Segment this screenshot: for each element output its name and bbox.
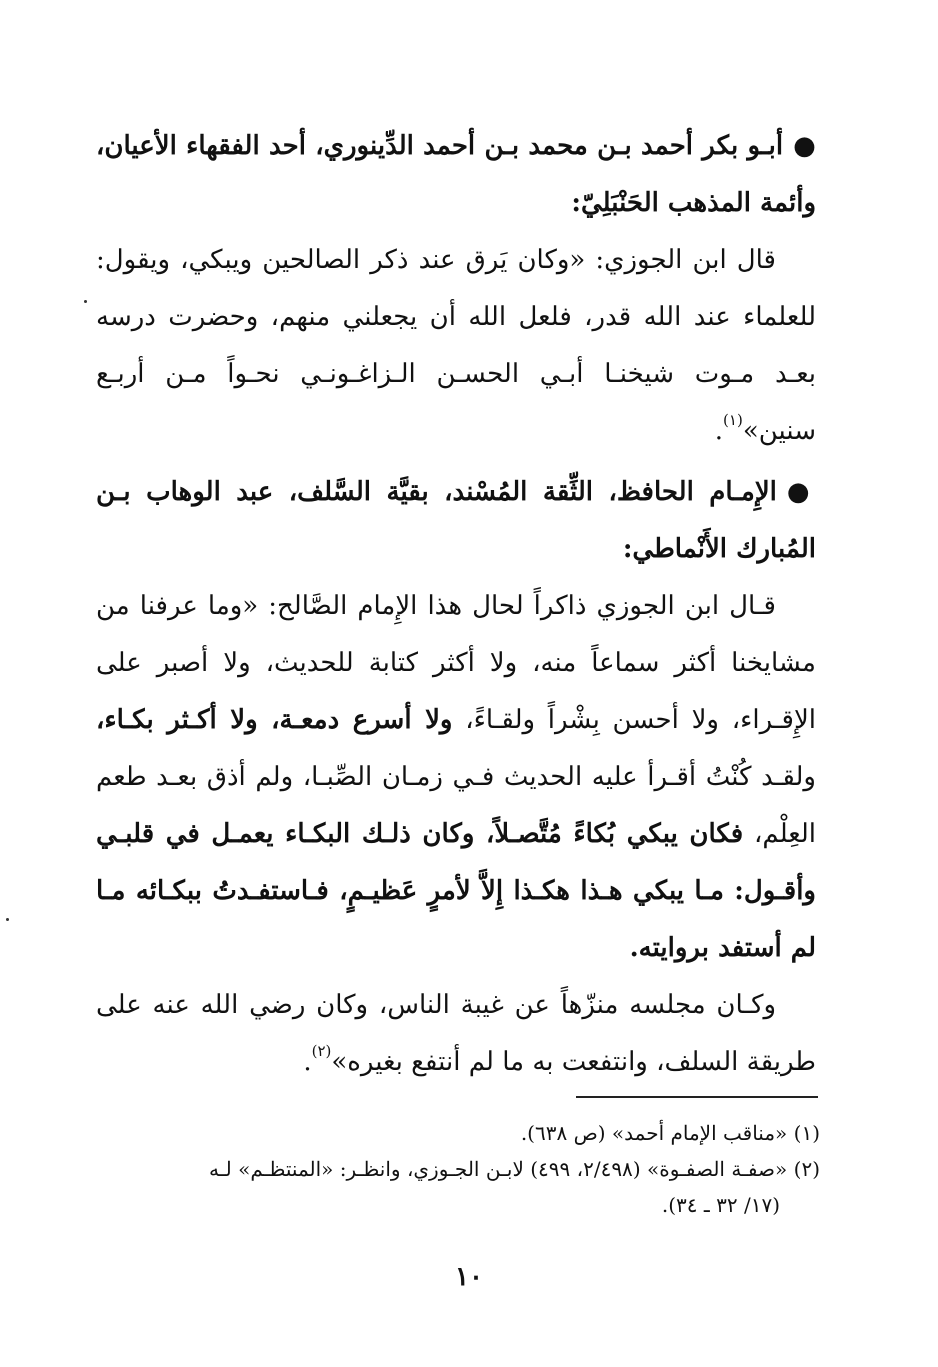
quote-paragraph [96,578,816,977]
heading-text: الإِمـام الحافظ، الثِّقة المُسْند، بقيَّة السَّلف، عبد الوهاب بـن المُبارك الأَنْماطي: [96,477,816,564]
page-body [96,118,816,1091]
quote-paragraph [96,977,816,1091]
bullet-icon: ● [786,477,817,507]
quote-emphasis: فكان يبكي بُكاءً مُتَّصـلاً، وكان ذلـك البكـاء يعمـل في قلبـي وأقـول: مـا يبكي هـذا هكـذا إِلاَّ لأمرٍ عَظيـمٍ، فـاستفـدتُ ببكـائه مـا لم أستفد بروايته. [96,819,816,963]
footnote-divider [576,1096,818,1098]
footnote-2: (٢) «صفـة الصفـوة» (٢/٤٩٨، ٤٩٩) لابـن الجـوزي، وانظـر: «المنتظـم» لـه [209,1157,820,1181]
footnote-1: (١) «مناقب الإمام أحمد» (ص ٦٣٨). [520,1121,820,1145]
quote-paragraph [96,232,816,460]
bullet-icon: ● [793,131,817,161]
footnote-2-continuation: (١٧/ ٣٢ ـ ٣٤). [661,1193,780,1217]
footnote-marker[interactable]: (٢) [311,1042,332,1061]
page-number: ١٠ [455,1262,483,1292]
quote-text: وكـان مجلسه منزّهاً عن غيبة الناس، وكان رضي الله عنه على طريقة السلف، وانتفعت به ما لم أنتفع بغيره» [96,990,816,1077]
quote-text: قـال ابن الجوزي ذاكراً لحال هذا الإِمام الصَّالح: «وما عرفنا من مشايخنا أكثر سماعاً منه، ولا أكثر كتابة للحديث، ولا أصبر على الإِقـراء، ولا أحسن بِشْراً ولقـاءً، [96,591,817,735]
heading-text: أبـو بكر أحمد بـن محمد بـن أحمد الدِّينوري، أحد الفقهاء الأعيان، وأئمة المذهب الحَنْبَلِيّ: [96,131,816,218]
entry-heading-dinawari [96,118,816,232]
sentence-end: . [714,416,724,446]
quote-emphasis: ولا أسرع دمعـة، ولا أكـثر بكـاء، [96,705,453,735]
footnote-marker[interactable]: (١) [723,411,743,430]
scan-speck [6,918,9,921]
quote-text: ولقـد كُنْتُ أقـرأ عليه الحديث فـي زمـان الصِّبـا، ولم أذق بعـد طعم العِلْم، [96,762,816,849]
quote-text: قال ابن الجوزي: «وكان يَرق عند ذكر الصالحين ويبكي، ويقول: للعلماء عند الله قدر، فلعل الله أن يجعلني منهم، وحضرت درسه بعـد مـوت شيخنـا أبـي الحسـن الـزاغـونـي نحـواً مـن أربـع سنين» [96,245,816,446]
entry-heading-anmati [96,464,816,578]
sentence-end: . [303,1047,312,1077]
footnotes [96,1115,820,1223]
scan-speck [84,300,87,303]
